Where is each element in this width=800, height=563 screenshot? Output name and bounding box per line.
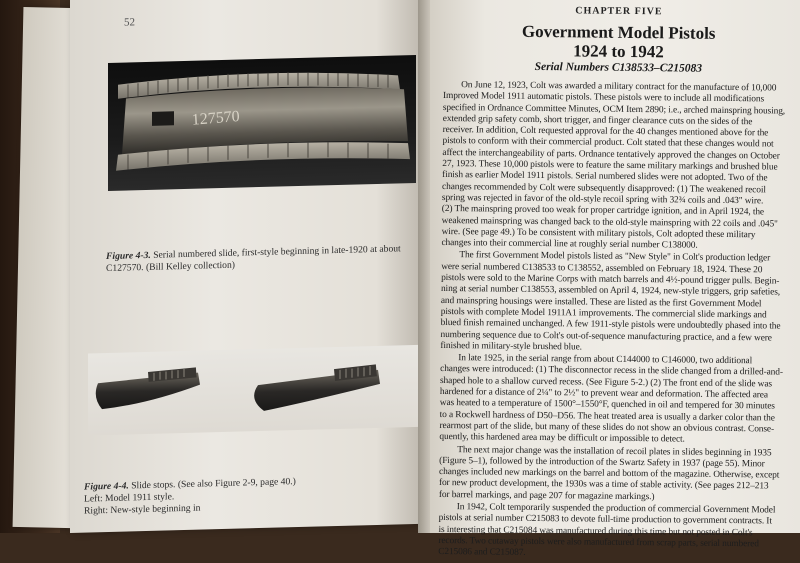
text-line: pistols were sold to the Marine Corps with match barrels and 4½-pound trigger pulls. Begin- <box>441 273 780 287</box>
text-line: changes into their commercial line at roughly serial number C138000. <box>441 238 698 251</box>
text-line: ning at serial number C138553, assembled on April 4, 1924, new-style triggers, grip safeties, <box>440 284 781 298</box>
text-line: changes recommended by Colt were subsequently disapproved: (1) The weakened recoil <box>442 181 766 196</box>
figure-4-4-text: Slide stops. (See also Figure 2-9, page 40.) <box>131 476 296 492</box>
text-line: for new product development, the 1930s was a time of stable activity. (See pages 212–213 <box>438 478 769 492</box>
slide-photo-svg <box>108 55 416 191</box>
text-line: were serial numbered C138533 to C138552, assembled on February 18, 1924. These 20 <box>441 261 763 276</box>
text-line: rearmost part of the slide, but many of these slides do not show an obvious contrast. Conse- <box>439 420 775 435</box>
text-line: changes were introduced: (1) The disconnector recess in the slide changed from a drilled-and- <box>440 364 783 378</box>
figure-4-4-caption <box>84 473 404 517</box>
text-line: blued finish remained unchanged. A few 1911-style pistols were undoubtedly phased into the <box>440 318 781 332</box>
paragraph <box>438 502 789 562</box>
body-text <box>438 80 793 562</box>
figure-4-3-caption <box>106 243 406 275</box>
text-line: and mainspring housings were installed. These are listed as the first Government Model <box>440 295 762 309</box>
paragraph <box>439 353 790 447</box>
text-line: affect the interchangeability of parts. Ordnance tentatively approved the changes on October <box>442 147 780 162</box>
right-page-content <box>438 2 794 563</box>
text-line: to a Rockwell hardness of D50–D56. The heat treated area is usually a darker color than the <box>439 409 775 424</box>
text-line: weakened mainspring was changed back to the old-style mainspring with 22 coils and .045" <box>441 215 778 230</box>
slide-serial-number: 127570 <box>191 108 241 129</box>
figure-4-4-photo <box>88 345 428 436</box>
text-line: (Figure 5–1), followed by the introduction of the Swartz Safety in 1937 (page 55). Minor <box>439 455 765 470</box>
text-line: finish as earlier Model 1911 pistols. Serial numbered slides were not adopted. Two of the <box>442 170 768 184</box>
chapter-subtitle: Serial Numbers C138533–C215083 <box>534 60 703 75</box>
text-line: finished in military-style brushed blue. <box>440 340 582 353</box>
right-page <box>430 0 800 559</box>
figure-4-4-right-note: Right: New-style beginning in <box>84 502 201 517</box>
figure-4-3-text: Serial numbered slide, first-style beginning in late-1920 at about C127570. (Bill Kelley collection) <box>106 243 401 275</box>
paragraph <box>441 80 793 253</box>
text-line: receiver. In addition, Colt requested approval for the 40 changes mentioned above for the <box>442 125 769 139</box>
text-line: (2) The mainspring proved too weak for proper cartridge ignition, and in April 1924, the <box>441 204 765 218</box>
text-line: pistols to conform with their commercial product. Colt stated that these changes would not <box>442 136 774 150</box>
chapter-title-line1: Government Model Pistols <box>521 21 716 43</box>
figure-4-3-photo <box>108 55 416 191</box>
text-line: was heated to a temperature of 1500°–1550°F, quenched in oil and tempered for 30 minutes <box>439 398 775 412</box>
paragraph <box>440 250 791 355</box>
figure-4-4-left-note: Left: Model 1911 style. <box>84 491 175 505</box>
text-line: hardened for a distance of 2¼" to 2½" to prevent wear and deformation. The affected area <box>439 386 769 401</box>
text-line: The first Government Model pistols listed as "New Style" in Colt's production ledger <box>459 250 771 264</box>
text-line: Improved Model 1911 automatic pistols. These pistols were to include all modifications <box>442 91 765 105</box>
figure-4-4-label: Figure 4-4. <box>84 480 129 493</box>
text-line: numbering sequence due to Colt's out-of-sequence manufacturing practice, and a few were <box>440 329 772 343</box>
page-number: 52 <box>124 16 135 29</box>
text-line: pistols with complete Model 1911A1 improvements. The commercial slide markings and <box>440 306 767 321</box>
text-line: changes included new markings on the barrel and bottom of the magazine. Otherwise, except <box>439 467 780 481</box>
text-line: quently, this hardened area may be difficult or impossible to detect. <box>439 432 685 445</box>
text-line: extended grip safety comb, short trigger, and finger clearance cuts on the sides of the <box>442 113 753 128</box>
chapter-heading: CHAPTER FIVE <box>575 5 663 18</box>
text-line: for barrel markings, and page 207 for magazine markings.) <box>438 489 655 502</box>
text-line: In 1942, Colt temporarily suspended the production of commercial Government Model <box>456 502 776 516</box>
text-line: records. Two cutaway pistols were also manufactured from scrap parts, serial numbered <box>438 535 759 550</box>
text-line: shaped hole to a shallow curved recess. (See Figure 5-2.) (2) The front end of the slide was <box>439 375 773 390</box>
text-line: The next major change was the installation of recoil plates in slides beginning in 1935 <box>457 444 772 458</box>
paragraph <box>439 444 790 504</box>
text-line: specified in Ordnance Committee Minutes, OCM Item 2890; i.e., arched mainspring housing, <box>442 102 786 117</box>
text-line: pistols at serial number C215083 to devote full-time production to government contracts. It <box>438 513 772 527</box>
text-line: spring was rejected in favor of the old-style recoil spring with 32¾ coils and .043" wire. <box>441 192 764 207</box>
left-page <box>70 0 430 533</box>
text-line: is interesting that C215084 was manufactured during this time but not posted in Colt's <box>438 524 753 538</box>
text-line: wire. (See page 49.) To be consistent with military pistols, Colt adopted these military <box>441 226 756 241</box>
chapter-title-line2: 1924 to 1942 <box>573 41 664 62</box>
text-line: On June 12, 1923, Colt was awarded a military contract for the manufacture of 10,000 <box>461 80 777 94</box>
slide-stops-svg <box>88 345 428 436</box>
text-line: C215086 and C215087. <box>438 547 526 559</box>
figure-4-3-label: Figure 4-3. <box>106 249 151 263</box>
text-line: In late 1925, in the serial range from about C144000 to C146000, two additional <box>458 353 753 367</box>
text-line: 27, 1923. These 10,000 pistols were to feature the same military markings and brushed blue <box>442 159 778 173</box>
